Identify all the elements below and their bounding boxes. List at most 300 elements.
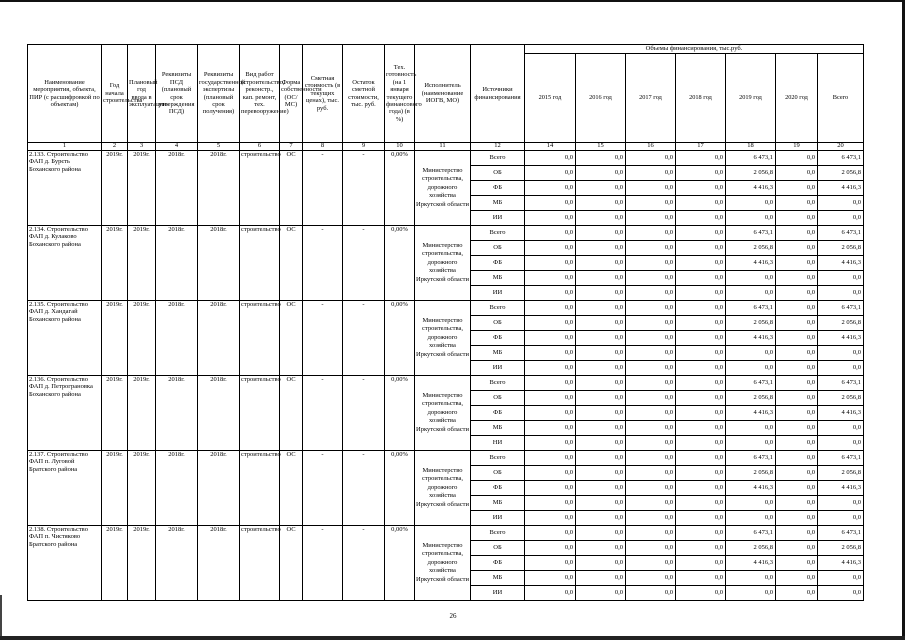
funding-source: Всего — [471, 526, 525, 541]
funding-y2017: 0,0 — [626, 211, 676, 226]
header-expertise: Реквизиты государственной экспертизы (плановый срок получения) — [198, 45, 240, 143]
funding-y2019: 0,0 — [726, 271, 776, 286]
funding-y2016: 0,0 — [576, 211, 626, 226]
funding-y2016: 0,0 — [576, 541, 626, 556]
readiness-percent: 0,00% — [385, 226, 415, 301]
expertise-date: 2018г. — [198, 526, 240, 601]
funding-y2020: 0,0 — [776, 361, 818, 376]
funding-y2016: 0,0 — [576, 586, 626, 601]
remaining-cost: - — [343, 376, 385, 451]
funding-y2020: 0,0 — [776, 421, 818, 436]
funding-y2016: 0,0 — [576, 286, 626, 301]
estimate-cost: - — [303, 451, 343, 526]
funding-y2018: 0,0 — [676, 541, 726, 556]
funding-total: 2 056,8 — [818, 541, 864, 556]
funding-source: ОБ — [471, 241, 525, 256]
funding-y2020: 0,0 — [776, 181, 818, 196]
ownership: ОС — [280, 301, 303, 376]
funding-y2015: 0,0 — [525, 466, 576, 481]
funding-source: МБ — [471, 346, 525, 361]
funding-y2015: 0,0 — [525, 481, 576, 496]
ownership: ОС — [280, 451, 303, 526]
column-number: 6 — [240, 143, 280, 151]
executor: Министерство строительства, дорожного хозяйства Иркутской области — [415, 526, 471, 601]
work-type: строительство — [240, 526, 280, 601]
header-total: Всего — [818, 54, 864, 143]
funding-y2017: 0,0 — [626, 451, 676, 466]
table-row — [28, 526, 864, 541]
funding-y2018: 0,0 — [676, 301, 726, 316]
header-year-2017: 2017 год — [626, 54, 676, 143]
funding-y2018: 0,0 — [676, 316, 726, 331]
scan-top-edge — [0, 0, 905, 2]
funding-y2015: 0,0 — [525, 451, 576, 466]
funding-y2017: 0,0 — [626, 436, 676, 451]
object-name: 2.138. Строительство ФАП п. Чистяково Братского района — [28, 526, 102, 601]
start-year: 2019г. — [102, 451, 128, 526]
funding-y2015: 0,0 — [525, 151, 576, 166]
executor: Министерство строительства, дорожного хозяйства Иркутской области — [415, 376, 471, 451]
funding-y2020: 0,0 — [776, 271, 818, 286]
scan-bottom-edge — [0, 636, 905, 640]
funding-total: 2 056,8 — [818, 316, 864, 331]
funding-y2015: 0,0 — [525, 586, 576, 601]
funding-y2017: 0,0 — [626, 376, 676, 391]
funding-y2020: 0,0 — [776, 496, 818, 511]
funding-y2016: 0,0 — [576, 241, 626, 256]
funding-y2016: 0,0 — [576, 376, 626, 391]
plan-year: 2019г. — [128, 151, 156, 226]
funding-y2017: 0,0 — [626, 466, 676, 481]
funding-source: МБ — [471, 271, 525, 286]
funding-source: ОБ — [471, 541, 525, 556]
funding-y2018: 0,0 — [676, 331, 726, 346]
column-number: 19 — [776, 143, 818, 151]
start-year: 2019г. — [102, 526, 128, 601]
funding-y2017: 0,0 — [626, 586, 676, 601]
plan-year: 2019г. — [128, 451, 156, 526]
column-number: 2 — [102, 143, 128, 151]
funding-y2018: 0,0 — [676, 196, 726, 211]
funding-total: 4 416,3 — [818, 556, 864, 571]
work-type: строительство — [240, 151, 280, 226]
table-row — [28, 226, 864, 241]
header-year-2015: 2015 год — [525, 54, 576, 143]
funding-y2015: 0,0 — [525, 226, 576, 241]
expertise-date: 2018г. — [198, 376, 240, 451]
funding-y2015: 0,0 — [525, 181, 576, 196]
funding-y2015: 0,0 — [525, 346, 576, 361]
funding-y2018: 0,0 — [676, 151, 726, 166]
funding-y2017: 0,0 — [626, 391, 676, 406]
column-number: 10 — [385, 143, 415, 151]
object-name: 2.136. Строительство ФАП д. Петрограновка Боханского района — [28, 376, 102, 451]
funding-y2015: 0,0 — [525, 391, 576, 406]
header-year-2016: 2016 год — [576, 54, 626, 143]
expertise-date: 2018г. — [198, 226, 240, 301]
funding-y2016: 0,0 — [576, 451, 626, 466]
funding-y2015: 0,0 — [525, 271, 576, 286]
expertise-date: 2018г. — [198, 301, 240, 376]
funding-y2017: 0,0 — [626, 571, 676, 586]
funding-total: 0,0 — [818, 346, 864, 361]
funding-y2016: 0,0 — [576, 316, 626, 331]
column-number: 11 — [415, 143, 471, 151]
funding-y2017: 0,0 — [626, 496, 676, 511]
funding-y2015: 0,0 — [525, 211, 576, 226]
executor: Министерство строительства, дорожного хозяйства Иркутской области — [415, 301, 471, 376]
funding-y2016: 0,0 — [576, 481, 626, 496]
remaining-cost: - — [343, 151, 385, 226]
header-year-2018: 2018 год — [676, 54, 726, 143]
column-number: 7 — [280, 143, 303, 151]
funding-y2018: 0,0 — [676, 481, 726, 496]
remaining-cost: - — [343, 451, 385, 526]
funding-y2017: 0,0 — [626, 406, 676, 421]
start-year: 2019г. — [102, 301, 128, 376]
funding-y2017: 0,0 — [626, 181, 676, 196]
funding-y2019: 4 416,3 — [726, 481, 776, 496]
funding-y2018: 0,0 — [676, 391, 726, 406]
column-number: 18 — [726, 143, 776, 151]
funding-total: 2 056,8 — [818, 466, 864, 481]
funding-y2016: 0,0 — [576, 466, 626, 481]
object-name: 2.134. Строительство ФАП д. Кулаково Боханского района — [28, 226, 102, 301]
funding-y2019: 4 416,3 — [726, 256, 776, 271]
executor: Министерство строительства, дорожного хозяйства Иркутской области — [415, 451, 471, 526]
funding-y2015: 0,0 — [525, 361, 576, 376]
table-body — [28, 151, 864, 601]
plan-year: 2019г. — [128, 526, 156, 601]
funding-total: 6 473,1 — [818, 301, 864, 316]
funding-y2015: 0,0 — [525, 541, 576, 556]
readiness-percent: 0,00% — [385, 301, 415, 376]
funding-total: 0,0 — [818, 271, 864, 286]
remaining-cost: - — [343, 526, 385, 601]
header-executor: Исполнитель (наименование ИОГВ, МО) — [415, 45, 471, 143]
psd-date: 2018г. — [156, 301, 198, 376]
psd-date: 2018г. — [156, 151, 198, 226]
column-number: 4 — [156, 143, 198, 151]
funding-source: ФБ — [471, 181, 525, 196]
funding-y2020: 0,0 — [776, 556, 818, 571]
funding-total: 0,0 — [818, 286, 864, 301]
remaining-cost: - — [343, 301, 385, 376]
funding-y2019: 4 416,3 — [726, 406, 776, 421]
funding-source: МБ — [471, 196, 525, 211]
funding-source: ФБ — [471, 481, 525, 496]
funding-y2018: 0,0 — [676, 271, 726, 286]
funding-y2016: 0,0 — [576, 256, 626, 271]
table-row — [28, 451, 864, 466]
funding-y2016: 0,0 — [576, 181, 626, 196]
funding-y2015: 0,0 — [525, 241, 576, 256]
funding-y2017: 0,0 — [626, 166, 676, 181]
funding-y2020: 0,0 — [776, 301, 818, 316]
funding-y2020: 0,0 — [776, 286, 818, 301]
ownership: ОС — [280, 151, 303, 226]
funding-source: МБ — [471, 421, 525, 436]
expertise-date: 2018г. — [198, 451, 240, 526]
column-number-row — [28, 143, 864, 151]
funding-y2017: 0,0 — [626, 301, 676, 316]
funding-y2019: 6 473,1 — [726, 151, 776, 166]
funding-y2015: 0,0 — [525, 511, 576, 526]
header-ownership: Форма собственности (ОС/МС) — [280, 45, 303, 143]
expertise-date: 2018г. — [198, 151, 240, 226]
funding-y2020: 0,0 — [776, 316, 818, 331]
funding-y2015: 0,0 — [525, 406, 576, 421]
funding-total: 6 473,1 — [818, 151, 864, 166]
funding-source: МБ — [471, 496, 525, 511]
funding-y2018: 0,0 — [676, 376, 726, 391]
funding-y2020: 0,0 — [776, 436, 818, 451]
funding-y2018: 0,0 — [676, 586, 726, 601]
funding-source: ИИ — [471, 211, 525, 226]
funding-source: Всего — [471, 226, 525, 241]
funding-y2019: 6 473,1 — [726, 301, 776, 316]
column-number: 12 — [471, 143, 525, 151]
funding-y2018: 0,0 — [676, 346, 726, 361]
header-year-2020: 2020 год — [776, 54, 818, 143]
funding-y2020: 0,0 — [776, 391, 818, 406]
funding-total: 0,0 — [818, 421, 864, 436]
funding-total: 0,0 — [818, 511, 864, 526]
executor: Министерство строительства, дорожного хозяйства Иркутской области — [415, 226, 471, 301]
readiness-percent: 0,00% — [385, 526, 415, 601]
table-row — [28, 301, 864, 316]
page-number: 26 — [449, 612, 457, 620]
funding-y2016: 0,0 — [576, 151, 626, 166]
funding-y2020: 0,0 — [776, 511, 818, 526]
funding-y2015: 0,0 — [525, 256, 576, 271]
funding-y2019: 2 056,8 — [726, 316, 776, 331]
header-funding: Объемы финансирования, тыс.руб. — [525, 45, 864, 54]
plan-year: 2019г. — [128, 226, 156, 301]
funding-total: 6 473,1 — [818, 526, 864, 541]
funding-y2019: 0,0 — [726, 571, 776, 586]
funding-source: ФБ — [471, 331, 525, 346]
header-year-2019: 2019 год — [726, 54, 776, 143]
table-row — [28, 151, 864, 166]
funding-y2016: 0,0 — [576, 556, 626, 571]
funding-y2017: 0,0 — [626, 286, 676, 301]
funding-total: 6 473,1 — [818, 376, 864, 391]
funding-total: 0,0 — [818, 361, 864, 376]
funding-y2017: 0,0 — [626, 511, 676, 526]
funding-y2020: 0,0 — [776, 571, 818, 586]
funding-y2016: 0,0 — [576, 571, 626, 586]
funding-y2018: 0,0 — [676, 361, 726, 376]
estimate-cost: - — [303, 151, 343, 226]
funding-source: НИ — [471, 436, 525, 451]
funding-source: ОБ — [471, 316, 525, 331]
funding-y2016: 0,0 — [576, 391, 626, 406]
funding-y2017: 0,0 — [626, 346, 676, 361]
funding-y2019: 0,0 — [726, 361, 776, 376]
header-estimate: Сметная стоимость (в текущих ценах), тыс. руб. — [303, 45, 343, 143]
funding-y2020: 0,0 — [776, 406, 818, 421]
funding-y2017: 0,0 — [626, 526, 676, 541]
funding-y2018: 0,0 — [676, 556, 726, 571]
funding-total: 2 056,8 — [818, 241, 864, 256]
funding-y2015: 0,0 — [525, 316, 576, 331]
funding-y2017: 0,0 — [626, 361, 676, 376]
funding-total: 6 473,1 — [818, 226, 864, 241]
funding-source: ИИ — [471, 586, 525, 601]
scan-left-mark — [0, 595, 2, 640]
funding-y2016: 0,0 — [576, 271, 626, 286]
funding-y2018: 0,0 — [676, 436, 726, 451]
funding-source: ФБ — [471, 556, 525, 571]
funding-total: 6 473,1 — [818, 451, 864, 466]
funding-y2016: 0,0 — [576, 166, 626, 181]
funding-y2020: 0,0 — [776, 346, 818, 361]
funding-y2015: 0,0 — [525, 421, 576, 436]
readiness-percent: 0,00% — [385, 376, 415, 451]
funding-y2018: 0,0 — [676, 496, 726, 511]
column-number: 8 — [303, 143, 343, 151]
readiness-percent: 0,00% — [385, 151, 415, 226]
funding-y2016: 0,0 — [576, 436, 626, 451]
funding-y2017: 0,0 — [626, 541, 676, 556]
start-year: 2019г. — [102, 376, 128, 451]
funding-total: 4 416,3 — [818, 256, 864, 271]
funding-y2015: 0,0 — [525, 571, 576, 586]
header-start-year: Год начала строительства — [102, 45, 128, 143]
funding-y2018: 0,0 — [676, 166, 726, 181]
ownership: ОС — [280, 376, 303, 451]
funding-y2015: 0,0 — [525, 286, 576, 301]
object-name: 2.135. Строительство ФАП д. Хандагай Боханского района — [28, 301, 102, 376]
column-number: 15 — [576, 143, 626, 151]
funding-total: 0,0 — [818, 196, 864, 211]
funding-y2016: 0,0 — [576, 346, 626, 361]
funding-y2015: 0,0 — [525, 196, 576, 211]
funding-y2018: 0,0 — [676, 511, 726, 526]
object-name: 2.137. Строительство ФАП п. Луговой Братского района — [28, 451, 102, 526]
work-type: строительство — [240, 226, 280, 301]
funding-total: 0,0 — [818, 586, 864, 601]
funding-y2020: 0,0 — [776, 541, 818, 556]
funding-y2019: 4 416,3 — [726, 331, 776, 346]
funding-y2015: 0,0 — [525, 301, 576, 316]
funding-y2017: 0,0 — [626, 331, 676, 346]
funding-y2018: 0,0 — [676, 241, 726, 256]
funding-y2017: 0,0 — [626, 256, 676, 271]
funding-y2019: 0,0 — [726, 346, 776, 361]
header-psd: Реквизиты ПСД (плановый срок утверждения ПСД) — [156, 45, 198, 143]
funding-source: Всего — [471, 376, 525, 391]
funding-y2018: 0,0 — [676, 406, 726, 421]
funding-y2020: 0,0 — [776, 196, 818, 211]
column-number: 3 — [128, 143, 156, 151]
funding-y2016: 0,0 — [576, 361, 626, 376]
funding-y2020: 0,0 — [776, 481, 818, 496]
funding-y2015: 0,0 — [525, 376, 576, 391]
funding-y2020: 0,0 — [776, 211, 818, 226]
funding-y2020: 0,0 — [776, 166, 818, 181]
funding-y2020: 0,0 — [776, 376, 818, 391]
psd-date: 2018г. — [156, 526, 198, 601]
funding-y2018: 0,0 — [676, 256, 726, 271]
work-type: строительство — [240, 301, 280, 376]
funding-y2020: 0,0 — [776, 586, 818, 601]
funding-y2017: 0,0 — [626, 316, 676, 331]
estimate-cost: - — [303, 376, 343, 451]
funding-y2020: 0,0 — [776, 256, 818, 271]
funding-y2019: 6 473,1 — [726, 526, 776, 541]
funding-total: 0,0 — [818, 436, 864, 451]
psd-date: 2018г. — [156, 376, 198, 451]
start-year: 2019г. — [102, 151, 128, 226]
funding-y2019: 4 416,3 — [726, 181, 776, 196]
funding-y2018: 0,0 — [676, 466, 726, 481]
start-year: 2019г. — [102, 226, 128, 301]
executor: Министерство строительства, дорожного хозяйства Иркутской области — [415, 151, 471, 226]
funding-y2016: 0,0 — [576, 511, 626, 526]
funding-y2018: 0,0 — [676, 451, 726, 466]
header-remainder: Остаток сметной стоимости, тыс. руб. — [343, 45, 385, 143]
estimate-cost: - — [303, 301, 343, 376]
funding-y2017: 0,0 — [626, 556, 676, 571]
financing-table — [27, 44, 864, 601]
funding-y2016: 0,0 — [576, 226, 626, 241]
funding-y2020: 0,0 — [776, 331, 818, 346]
funding-source: ФБ — [471, 256, 525, 271]
funding-y2019: 2 056,8 — [726, 541, 776, 556]
remaining-cost: - — [343, 226, 385, 301]
funding-y2019: 6 473,1 — [726, 226, 776, 241]
funding-y2019: 0,0 — [726, 586, 776, 601]
ownership: ОС — [280, 226, 303, 301]
funding-y2020: 0,0 — [776, 466, 818, 481]
column-number: 5 — [198, 143, 240, 151]
column-number: 17 — [676, 143, 726, 151]
column-number: 1 — [28, 143, 102, 151]
funding-y2019: 6 473,1 — [726, 451, 776, 466]
funding-y2019: 4 416,3 — [726, 556, 776, 571]
psd-date: 2018г. — [156, 226, 198, 301]
funding-y2015: 0,0 — [525, 556, 576, 571]
funding-y2018: 0,0 — [676, 526, 726, 541]
funding-source: ИИ — [471, 511, 525, 526]
psd-date: 2018г. — [156, 451, 198, 526]
object-name: 2.133. Строительство ФАП д. Бурєть Боханского района — [28, 151, 102, 226]
work-type: строительство — [240, 451, 280, 526]
funding-y2019: 0,0 — [726, 421, 776, 436]
header-work-type: Вид работ (строительство, реконстр., кап. ремонт, тех. перевооружение) — [240, 45, 280, 143]
funding-total: 0,0 — [818, 571, 864, 586]
column-number: 20 — [818, 143, 864, 151]
funding-source: ОБ — [471, 391, 525, 406]
funding-y2017: 0,0 — [626, 481, 676, 496]
funding-y2015: 0,0 — [525, 436, 576, 451]
funding-total: 0,0 — [818, 496, 864, 511]
funding-y2018: 0,0 — [676, 226, 726, 241]
funding-total: 0,0 — [818, 211, 864, 226]
column-number: 16 — [626, 143, 676, 151]
funding-y2016: 0,0 — [576, 301, 626, 316]
funding-y2019: 6 473,1 — [726, 376, 776, 391]
funding-total: 2 056,8 — [818, 391, 864, 406]
plan-year: 2019г. — [128, 301, 156, 376]
funding-y2019: 2 056,8 — [726, 466, 776, 481]
funding-source: ФБ — [471, 406, 525, 421]
column-number: 14 — [525, 143, 576, 151]
funding-total: 4 416,3 — [818, 481, 864, 496]
plan-year: 2019г. — [128, 376, 156, 451]
